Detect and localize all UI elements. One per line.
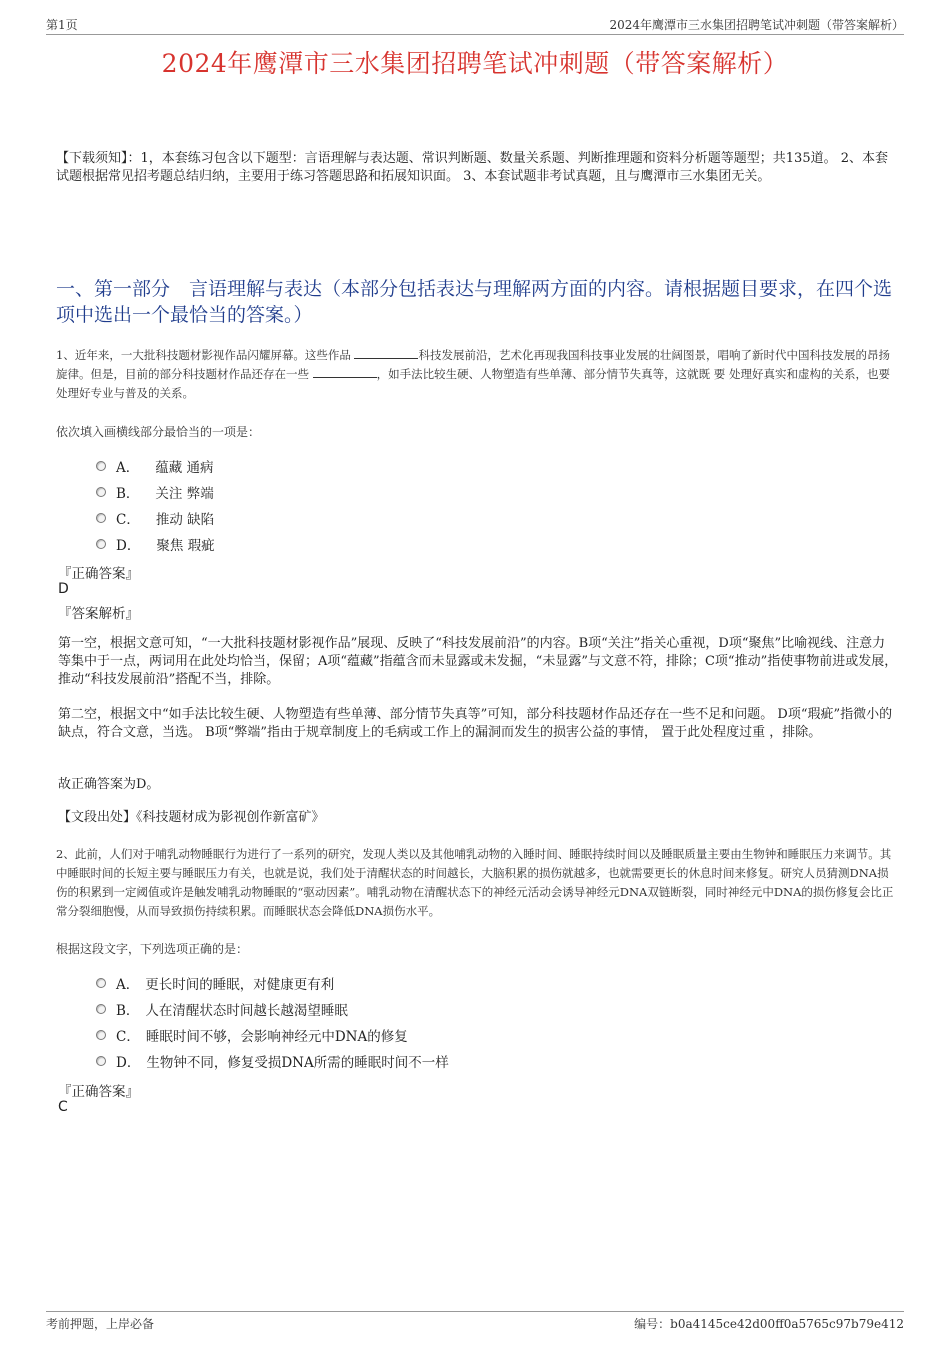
option-c[interactable]: C． 推动 缺陷	[96, 505, 215, 531]
radio-icon[interactable]	[96, 1030, 106, 1040]
radio-icon[interactable]	[96, 1056, 106, 1066]
page-title: 2024年鹰潭市三水集团招聘笔试冲刺题（带答案解析）	[161, 49, 789, 78]
page-footer	[46, 1311, 904, 1332]
page-number: 第1页	[46, 18, 78, 32]
option-a[interactable]: A． 蕴藏 通病	[96, 453, 215, 479]
question-2-options	[96, 970, 449, 1074]
question-2-text: 2、此前，人们对于哺乳动物睡眠行为进行了一系列的研究，发现人类以及其他哺乳动物的入睡时间、睡眠持续时间以及睡眠质量主要由生物钟和睡眠压力来调节。其中睡眠时间的长短主要与睡眠压力有关，也就是说，我们处于清醒状态的时间越长，大脑积累的损伤就越多，也就需要更长的休息时间来修复。研究人员猜测DNA损伤的积累到一定阈值或许是触发哺乳动物睡眠的“驱动因素”。哺乳动物在清醒状态下的神经元活动会诱导神经元DNA双链断裂，同时神经元中DNA的损伤修复会比正常分裂细胞慢，从而导致损伤持续积累。而睡眠状态会降低DNA损伤水平。	[56, 847, 894, 918]
radio-icon[interactable]	[96, 978, 106, 988]
analysis-conclusion: 故正确答案为D。	[58, 777, 160, 792]
radio-icon[interactable]	[96, 487, 106, 497]
radio-icon[interactable]	[96, 1004, 106, 1014]
question-2-prompt: 根据这段文字，下列选项正确的是：	[56, 942, 249, 956]
blank-2	[313, 367, 377, 378]
option-b[interactable]: B． 人在清醒状态时间越长越渴望睡眠	[96, 996, 449, 1022]
answer-label-2: 『正确答案』	[58, 1084, 139, 1100]
answer-label-1: 『正确答案』	[58, 566, 139, 582]
option-d[interactable]: D． 聚焦 瑕疵	[96, 531, 215, 557]
radio-icon[interactable]	[96, 539, 106, 549]
radio-icon[interactable]	[96, 513, 106, 523]
analysis-paragraph-2: 第二空，根据文中“如手法比较生硬、人物塑造有些单薄、部分情节失真等”可知，部分科技题材作品还存在一些不足和问题。 D项“瑕疵”指微小的缺点，符合文意，当选。 B项“弊端”指由于规章制度上的毛病或工作上的漏洞而发生的损害公益的事情， 置于此处程度过重 ，排除。	[58, 707, 893, 740]
section-heading: 一、第一部分 言语理解与表达（本部分包括表达与理解两方面的内容。请根据题目要求，在四个选项中选出一个最恰当的答案。）	[56, 278, 893, 326]
option-c[interactable]: C． 睡眠时间不够，会影响神经元中DNA的修复	[96, 1022, 449, 1048]
page-header	[46, 14, 904, 35]
source-citation: 【文段出处】《科技题材成为影视创作新富矿》	[58, 810, 325, 825]
option-b[interactable]: B． 关注 弊端	[96, 479, 215, 505]
question-1-prompt: 依次填入画横线部分最恰当的一项是：	[56, 425, 261, 439]
download-notice: 【下载须知】：1，本套练习包含以下题型：言语理解与表达题、常识判断题、数量关系题、判断推理题和资料分析题等题型；共135道。 2、本套试题根据常见招考题总结归纳，主要用于练习答题思路和拓展知识面。 3、本套试题非考试真题，且与鹰潭市三水集团无关。	[56, 151, 888, 184]
option-a[interactable]: A． 更长时间的睡眠，对健康更有利	[96, 970, 449, 996]
analysis-label-1: 『答案解析』	[58, 606, 139, 622]
footer-slogan: 考前押题，上岸必备	[46, 1317, 155, 1331]
question-1-options	[96, 453, 215, 557]
blank-1	[354, 348, 418, 359]
radio-icon[interactable]	[96, 461, 106, 471]
footer-doc-id: 编号：b0a4145ce42d00ff0a5765c97b79e412	[634, 1317, 904, 1331]
analysis-paragraph-1: 第一空，根据文意可知，“一大批科技题材影视作品”展现、反映了“科技发展前沿”的内容。B项“关注”指关心重视，D项“聚焦”比喻视线、注意力等集中于一点，两词用在此处均恰当，保留；A项“蕴藏”指蕴含而未显露或未发掘，“未显露”与文意不符，排除；C项“推动”指使事物前进或发展，推动“科技发展前沿”搭配不当，排除。	[58, 636, 898, 687]
answer-value-1: D	[58, 581, 69, 597]
header-doc-title: 2024年鹰潭市三水集团招聘笔试冲刺题（带答案解析）	[609, 18, 904, 32]
question-1-text: 1、近年来，一大批科技题材影视作品闪耀屏幕。这些作品 科技发展前沿，艺术化再现我国科技事业发展的壮阔图景，唱响了新时代中国科技发展的昂扬旋律。但是，目前的部分科技题材作品还存在一些 ，如手法比较生硬、人物塑造有些单薄、部分情节失真等，这就既 要 处理好真实和虚构的关系，也要处理好专业与普及的关系。	[56, 348, 890, 400]
option-d[interactable]: D． 生物钟不同，修复受损DNA所需的睡眠时间不一样	[96, 1048, 449, 1074]
answer-value-2: C	[58, 1099, 68, 1115]
